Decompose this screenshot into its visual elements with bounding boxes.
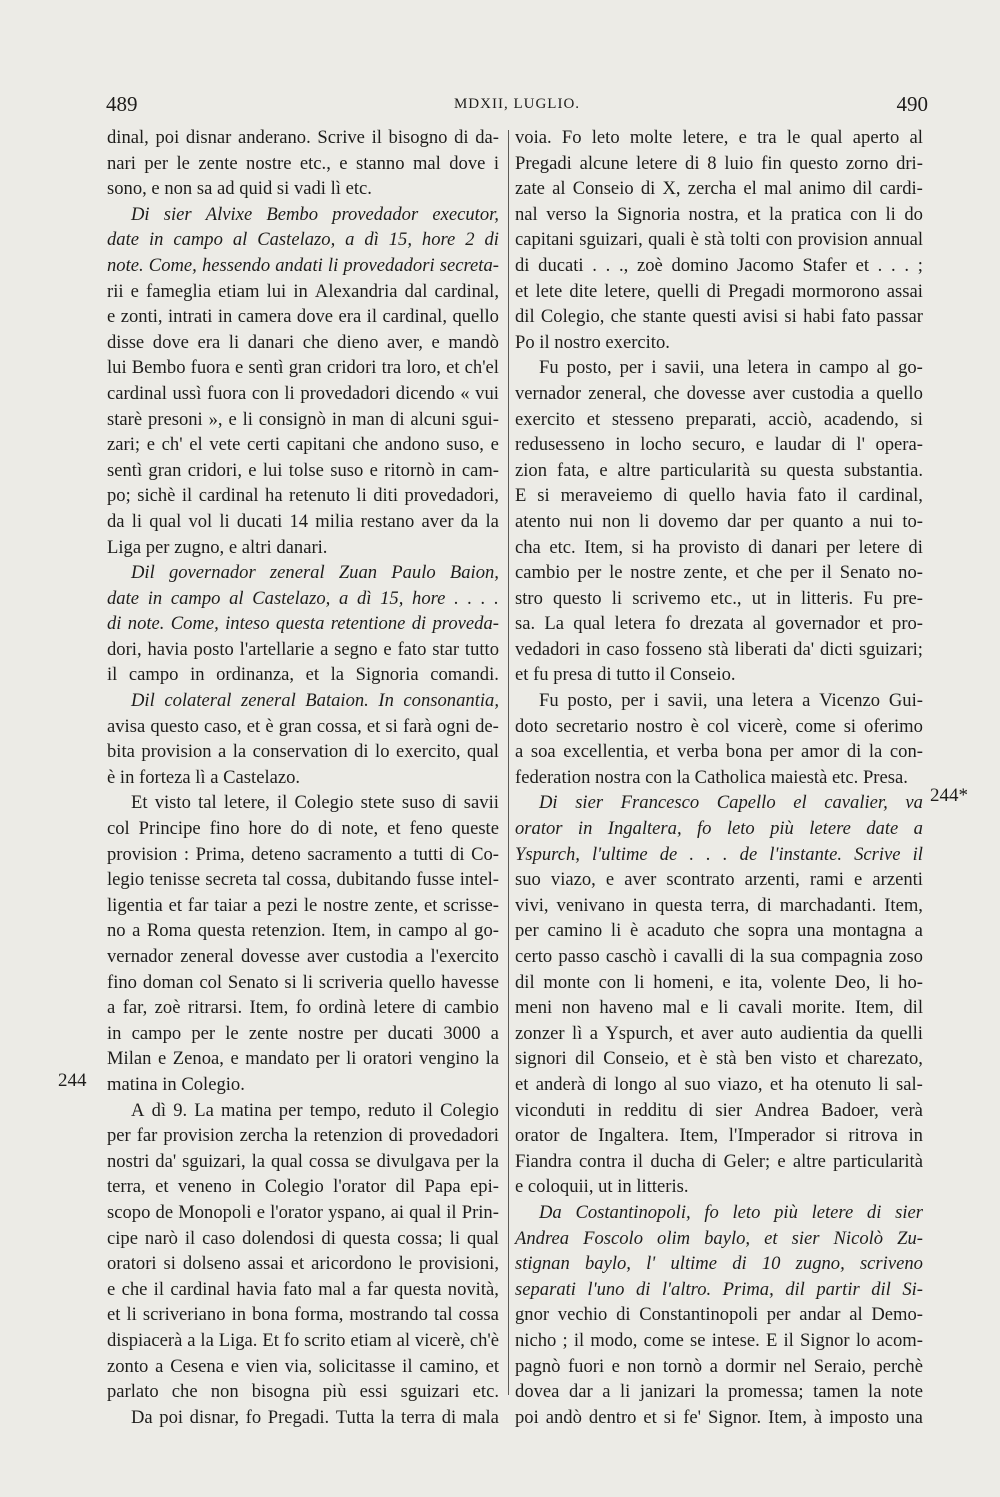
text-line: Pregadi alcune letere di 8 luio fin questo zorno dri- — [515, 152, 923, 174]
text-line: Milan e Zenoa, e mandato per li oratori vengino la — [107, 1048, 499, 1070]
text-line: vernador zeneral dovesse aver custodia a l'exercito — [107, 946, 499, 967]
text-line: dil monte con li homeni, e ita, volente Deo, li ho- — [515, 971, 923, 993]
text-line: zonzer lì a Yspurch, et aver auto audientia da quelli — [515, 1022, 923, 1044]
text-line: e che il cardinal havia fato mal a far questa novità, — [107, 1278, 499, 1300]
text-line: sa. La qual letera fo drezata al governador et pro- — [515, 613, 923, 635]
text-line: viconduti in redditu di sier Andrea Badoer, verà — [515, 1099, 923, 1121]
text-line: date in campo al Castelazo, a dì 15, hore . . . . — [107, 587, 499, 609]
text-line: di ducati . . ., zoè domino Jacomo Stafer et . . . ; — [515, 254, 923, 276]
page-number-right: 490 — [896, 92, 928, 116]
text-line: Liga per zugno, e altri danari. — [107, 536, 328, 558]
text-line: et fu presa di tutto il Conseio. — [515, 664, 736, 686]
text-line: vernador zeneral, che dovesse aver custodia a quello — [515, 382, 923, 404]
text-line: vivi, venivano in questa terra, di marchadanti. Item, — [515, 894, 923, 916]
text-line: meni non haveno mal e li cavali morite. Item, dil — [515, 997, 923, 1019]
text-line: di note. Come, inteso questa retentione di proveda- — [107, 613, 499, 635]
text-line: a far, zoè ritrarsi. Item, fo ordinà letere di cambio — [107, 997, 499, 1019]
text-line: redusesseno in locho securo, e laudar di l' opera- — [515, 434, 923, 456]
right-column — [515, 125, 923, 1430]
text-line: cipe narò il caso dolendosi di questa cossa; li qual — [107, 1227, 499, 1249]
text-line: disse dove era li danari che dieno aver, e mandò — [107, 331, 499, 353]
text-line: sono, e non sa ad quid si vadi lì etc. — [107, 178, 372, 200]
text-line: oratori si dolseno assai et aricordono le provisioni, — [107, 1253, 499, 1275]
text-line: sentì gran cridori, e lui tolse suso e ritornò in cam- — [107, 459, 499, 481]
text-line: Andrea Foscolo olim baylo, et sier Nicolò Zu- — [515, 1227, 923, 1249]
text-line: dovea dar a li janizari la promessa; tamen la note — [515, 1381, 923, 1403]
column-divider — [508, 130, 509, 1395]
text-line: E si meraveiemo di quello havia fato il cardinal, — [515, 485, 923, 507]
text-line: rii e fameglia etiam lui in Alexandria dal cardinal, — [107, 280, 499, 302]
text-line: Et visto tal letere, il Colegio stete suso di savii — [131, 792, 499, 814]
margin-note-left: 244 — [58, 1070, 87, 1091]
text-line: avisa questo caso, et è gran cossa, et si farà ogni de- — [107, 715, 499, 737]
text-line: orator de Ingaltera. Item, l'Imperador si ritrova in — [515, 1125, 923, 1147]
text-line: cha etc. Item, si ha provisto di danari per letere di — [515, 536, 923, 558]
text-line: il campo in ordinanza, et la Signoria comandi. — [107, 664, 499, 686]
text-line: note. Come, hessendo andati li provedadori secreta- — [107, 254, 499, 276]
text-line: exercito et stesseno preparati, acciò, acadendo, si — [515, 408, 923, 430]
text-line: no a Roma questa retenzion. Item, in campo al go- — [107, 920, 499, 942]
text-line: per camino li è acaduto che sopra una montagna a — [515, 920, 923, 942]
text-line: Fu posto, per i savii, una letera in campo al go- — [539, 357, 923, 379]
text-line: zate al Conseio di X, zercha el mal animo dil cardi- — [515, 178, 923, 200]
text-line: certo passo caschò i cavalli di la sua compagnia zoso — [515, 946, 923, 967]
text-line: Fiandra contra il ducha di Geler; e altre particularità — [515, 1150, 923, 1172]
text-line: zari; e ch' el vete certi capitani che andono suso, e — [107, 434, 499, 456]
text-line: dil Colegio, che stante questi avisi si habi fato passar — [515, 306, 923, 328]
page-number-left: 489 — [106, 92, 138, 116]
text-line: starè presoni », e li consignò in man di alcuni sgui- — [107, 408, 499, 430]
text-line: cambio per le nostre zente, et che per il Senato no- — [515, 562, 923, 584]
page-header — [106, 92, 928, 122]
text-line: da li qual vol li ducati 14 milia restano aver da la — [107, 510, 499, 532]
text-line: signori dil Conseio, et è stà ben visto et charezato, — [515, 1048, 923, 1070]
text-line: è in forteza lì a Castelazo. — [107, 766, 301, 788]
text-line: ligentia et far taiar a pezi le nostre zente, et scrisse- — [107, 894, 499, 916]
text-line: po; sichè il cardinal ha retenuto li diti provedadori, — [107, 485, 499, 507]
text-line: atento nui non li dovemo dar per quanto a nui to- — [515, 510, 923, 532]
text-line: per far provision zercha la retenzion di provedadori — [107, 1125, 499, 1147]
text-line: nostri da' sguizari, la qual cossa se divulgava per la — [107, 1150, 499, 1172]
text-line: date in campo al Castelazo, a dì 15, hore 2 di — [107, 229, 499, 251]
text-line: matina in Colegio. — [107, 1073, 245, 1095]
text-line: Da poi disnar, fo Pregadi. Tutta la terra di mala — [131, 1406, 499, 1428]
text-line: separati l'uno di l'altro. Prima, dil partir dil Si- — [515, 1278, 923, 1300]
text-line: terra, et veneno in Colegio l'orator dil Papa epi- — [107, 1176, 499, 1198]
text-line: nari per le zente nostre etc., e stanno mal dove i — [107, 152, 499, 174]
text-line: orator in Ingaltera, fo leto più letere date a — [515, 818, 923, 840]
text-line: provision : Prima, deteno sacramento a tutti di Co- — [107, 843, 499, 865]
text-line: A dì 9. La matina per tempo, reduto il Colegio — [131, 1099, 499, 1121]
left-column — [107, 125, 499, 1430]
text-line: dispiacerà a la Liga. Et fo scrito etiam al vicerè, ch'è — [107, 1329, 499, 1351]
text-line: et anderà di longo al suo viazo, et ha otenuto li sal- — [515, 1073, 923, 1095]
text-line: vedadori in caso fosseno stà liberati da' dicti sguizari; — [515, 638, 923, 660]
text-line: e coloquii, ut in litteris. — [515, 1176, 689, 1198]
margin-note-right: 244* — [930, 785, 968, 806]
text-line: Da Costantinopoli, fo leto più letere di sier — [539, 1201, 923, 1223]
text-line: cardinal ussì fuora con li provedadori dicendo « vui — [107, 382, 499, 404]
text-line: gnor vechio di Constantinopoli per andar al Demo- — [515, 1304, 923, 1326]
text-line: bita provision a la conservation di lo exercito, qual — [107, 741, 499, 763]
text-line: Di sier Alvixe Bembo provedador executor, — [131, 203, 499, 225]
text-line: pagnò fuori e non tornò a dormir nel Seraio, perchè — [515, 1355, 923, 1377]
text-line: Dil colateral zeneral Bataion. In consonantia, — [131, 690, 499, 712]
text-line: zion fata, e altre particularità su questa substantia. — [515, 459, 923, 481]
text-line: suo viazo, e aver scontrato arzenti, rami e arzenti — [515, 869, 923, 891]
text-line: col Principe fino hore do di note, et feno queste — [107, 818, 499, 840]
text-line: dori, havia posto l'artellarie a segno e fato star tutto — [107, 638, 499, 660]
text-line: voia. Fo leto molte letere, e tra le qual aperto al — [515, 127, 923, 148]
text-line: fino doman col Senato si li scriveria quello havesse — [107, 971, 499, 993]
text-line: Dil governador zeneral Zuan Paulo Baion, — [131, 562, 499, 584]
text-line: dinal, poi disnar anderano. Scrive il bisogno di da- — [107, 127, 499, 148]
text-line: poi andò dentro et si fe' Signor. Item, à imposto una — [515, 1406, 923, 1428]
text-line: parlato che non bisogna più essi sguizari etc. — [107, 1381, 499, 1403]
text-line: Yspurch, l'ultime de . . . de l'instante. Scrive il — [515, 843, 923, 865]
text-line: Di sier Francesco Capello el cavalier, va — [539, 792, 923, 814]
text-line: stignan baylo, l' ultime di 10 zugno, scriveno — [515, 1253, 923, 1275]
text-line: lui Bembo fuora e sentì gran cridori tra loro, et ch'el — [107, 357, 499, 379]
text-line: doto secretario nostro è col vicerè, come si oferimo — [515, 715, 923, 737]
text-line: a soa excellentia, et verba bona per amor di la con- — [515, 741, 923, 763]
text-line: et li scriveriano in bona forma, mostrando tal cossa — [107, 1304, 499, 1326]
text-line: Po il nostro exercito. — [515, 331, 670, 353]
running-title: MDXII, LUGLIO. — [453, 96, 581, 112]
text-line: nicho ; il modo, come se intese. E il Signor lo acom- — [515, 1329, 923, 1351]
text-line: nal verso la Signoria nostra, et la pratica con li do — [515, 203, 923, 225]
text-line: Fu posto, per i savii, una letera a Vicenzo Gui- — [539, 690, 923, 712]
text-line: capitani sguizari, quali è stà tolti con provision annual — [515, 229, 923, 251]
text-line: legio tenisse secreta tal cossa, dubitando fusse intel- — [107, 869, 499, 891]
text-line: zonto a Cesena e vien via, solicitasse il camino, et — [107, 1355, 499, 1377]
text-line: scopo de Monopoli e l'orator yspano, ai qual il Prin- — [107, 1201, 499, 1223]
text-line: in campo per le zente nostre per ducati 3000 a — [107, 1022, 499, 1044]
text-line: et lete dite letere, quelli di Pregadi mormorono assai — [515, 280, 923, 302]
text-line: e zonti, intrati in camera dove era il cardinal, quello — [107, 306, 499, 328]
text-line: stro questo li scrivemo etc., ut in litteris. Fu pre- — [515, 587, 923, 609]
text-line: federation nostra con la Catholica maiestà etc. Presa. — [515, 766, 908, 788]
